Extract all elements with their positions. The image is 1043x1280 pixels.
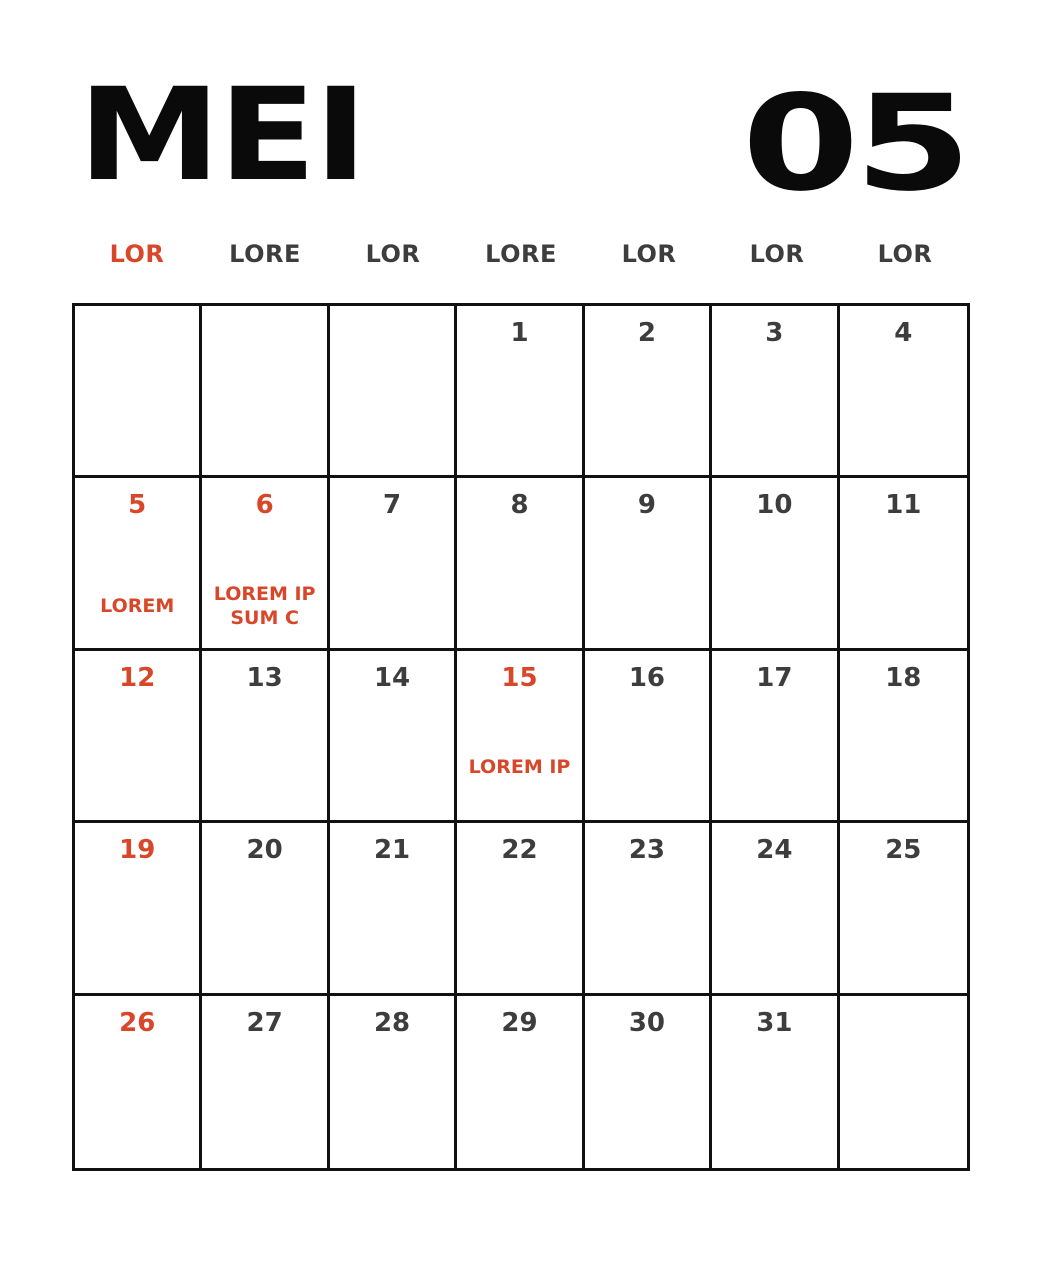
calendar-day-cell[interactable] [712, 306, 839, 478]
calendar-day-cell[interactable] [330, 651, 457, 823]
day-number: 6 [255, 490, 274, 521]
calendar-day-cell[interactable] [840, 651, 967, 823]
calendar-day-cell[interactable] [330, 306, 457, 478]
calendar-day-cell[interactable] [585, 996, 712, 1168]
day-number: 9 [637, 490, 656, 521]
calendar-day-cell[interactable] [712, 478, 839, 650]
day-event-note: LOREM [100, 595, 175, 618]
calendar-day-cell[interactable] [712, 823, 839, 995]
day-number: 8 [510, 490, 529, 521]
weekday-label: LOR [877, 240, 933, 268]
day-number: 23 [628, 835, 666, 866]
calendar-day-cell[interactable] [202, 478, 329, 650]
day-event-note: LOREM IP [468, 755, 571, 778]
weekday-label: LOR [621, 240, 677, 268]
calendar-day-cell[interactable] [457, 478, 584, 650]
calendar-day-cell[interactable] [330, 478, 457, 650]
calendar-day-cell[interactable] [75, 651, 202, 823]
calendar-day-cell[interactable] [75, 823, 202, 995]
day-number: 18 [885, 662, 922, 693]
calendar-grid [72, 303, 970, 1171]
calendar-day-cell[interactable] [840, 823, 967, 995]
day-number: 19 [119, 835, 156, 866]
calendar-day-cell[interactable] [202, 996, 329, 1168]
day-number: 1 [510, 318, 529, 348]
weekday-header-row [73, 238, 969, 270]
day-number: 11 [885, 490, 922, 521]
weekday-label: LOR [365, 240, 421, 268]
calendar-day-cell[interactable] [457, 306, 584, 478]
calendar-day-cell[interactable] [585, 823, 712, 995]
day-number: 26 [119, 1007, 156, 1038]
calendar-day-cell[interactable] [75, 996, 202, 1168]
calendar-day-cell[interactable] [457, 996, 584, 1168]
weekday-label: LOR [109, 240, 165, 268]
day-event-note: LOREM IPSUM C [213, 583, 316, 630]
calendar-day-cell[interactable] [202, 306, 329, 478]
day-number: 3 [765, 318, 784, 348]
day-number: 25 [885, 835, 922, 866]
calendar-day-cell[interactable] [585, 478, 712, 650]
day-number: 7 [383, 490, 402, 521]
calendar-day-cell[interactable] [585, 651, 712, 823]
month-number: 05 [742, 67, 967, 221]
calendar-day-cell[interactable] [585, 306, 712, 478]
calendar-day-cell[interactable] [840, 306, 967, 478]
day-number: 12 [119, 662, 156, 693]
calendar-day-cell[interactable] [840, 478, 967, 650]
calendar-day-cell[interactable] [457, 651, 584, 823]
day-number: 27 [246, 1007, 283, 1038]
day-number: 21 [373, 835, 411, 866]
day-number: 2 [637, 318, 656, 348]
calendar-day-cell[interactable] [840, 996, 967, 1168]
month-title: MEI [78, 61, 366, 210]
day-number: 17 [756, 662, 793, 693]
calendar-day-cell[interactable] [712, 651, 839, 823]
calendar-day-cell[interactable] [330, 996, 457, 1168]
day-number: 24 [756, 835, 793, 866]
weekday-label: LORE [485, 240, 557, 268]
day-number: 29 [501, 1007, 538, 1038]
weekday-label: LOR [749, 240, 805, 268]
day-number: 14 [373, 662, 411, 693]
calendar-day-cell[interactable] [202, 823, 329, 995]
calendar-day-cell[interactable] [457, 823, 584, 995]
day-number: 30 [628, 1007, 666, 1038]
calendar-day-cell[interactable] [712, 996, 839, 1168]
day-number: 31 [756, 1007, 793, 1038]
calendar-day-cell[interactable] [330, 823, 457, 995]
day-number: 22 [501, 835, 538, 866]
day-number: 20 [246, 835, 283, 866]
calendar-day-cell[interactable] [75, 478, 202, 650]
day-number: 10 [756, 490, 793, 521]
day-number: 4 [894, 318, 913, 348]
weekday-label: LORE [229, 240, 301, 268]
calendar-day-cell[interactable] [202, 651, 329, 823]
calendar-day-cell[interactable] [75, 306, 202, 478]
day-number: 28 [373, 1007, 411, 1038]
day-number: 5 [128, 490, 147, 521]
day-number: 15 [501, 662, 538, 693]
day-number: 13 [246, 662, 283, 693]
day-number: 16 [628, 662, 666, 693]
